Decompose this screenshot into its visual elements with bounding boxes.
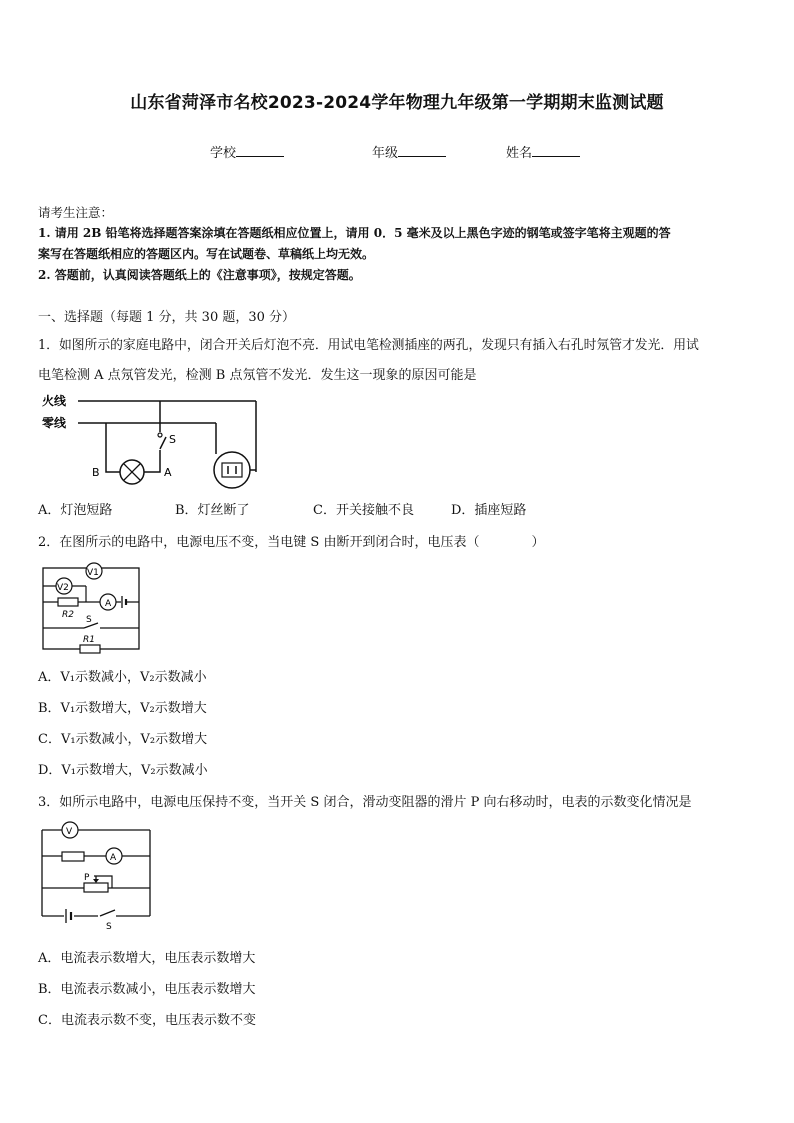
q1-option-d[interactable]: D．插座短路 xyxy=(451,503,527,518)
q1-circuit-diagram xyxy=(38,392,268,492)
q3-stem: 3．如所示电路中，电源电压保持不变，当开关 S 闭合，滑动变阻器的滑片 P 向右移动时，电表的示数变化情况是 xyxy=(38,795,692,810)
resistor-r2-icon xyxy=(58,598,78,606)
q1-option-a[interactable]: A．灯泡短路 xyxy=(38,503,113,518)
q3-option-b[interactable]: B．电流表示数减小，电压表示数增大 xyxy=(38,982,256,997)
fixed-resistor-icon xyxy=(62,852,84,861)
q1-stem-line2: 电笔检测 A 点氖管发光，检测 B 点氖管不发光．发生这一现象的原因可能是 xyxy=(38,368,477,383)
q3-a-label: A xyxy=(110,853,117,863)
q3-option-a[interactable]: A．电流表示数增大，电压表示数增大 xyxy=(38,951,256,966)
name-label: 姓名 xyxy=(506,146,533,161)
school-label: 学校 xyxy=(210,146,237,161)
name-blank[interactable] xyxy=(532,144,580,157)
r2-label: R2 xyxy=(62,610,74,620)
q3-p-label: P xyxy=(84,873,90,883)
q2-circuit-diagram xyxy=(38,562,148,654)
notice-line-1b: 案写在答题纸相应的答题区内。写在试题卷、草稿纸上均无效。 xyxy=(38,247,375,261)
rheostat-icon xyxy=(84,883,108,892)
v1-label: V1 xyxy=(87,568,99,578)
q1-stem-line1: 1．如图所示的家庭电路中，闭合开关后灯泡不亮．用试电笔检测插座的两孔，发现只有插入右孔时氖管才发光．用试 xyxy=(38,338,699,353)
section-heading: 一、选择题（每题 1 分，共 30 题，30 分） xyxy=(38,310,296,325)
lamp-left-wire xyxy=(106,423,120,472)
r1-label: R1 xyxy=(83,635,95,645)
socket-icon xyxy=(214,452,250,488)
notice-line-2: 2. 答题前，认真阅读答题纸上的《注意事项》，按规定答题。 xyxy=(38,268,361,282)
q2-option-d[interactable]: D．V₁示数增大，V₂示数减小 xyxy=(38,763,208,778)
grade-label: 年级 xyxy=(372,146,399,161)
live-wire-label: 火线 xyxy=(42,394,67,408)
switch-label: S xyxy=(169,433,176,446)
point-a-label: A xyxy=(164,466,172,479)
q2-switch-label: S xyxy=(86,615,92,625)
notice-heading: 请考生注意： xyxy=(38,205,114,220)
ammeter-label: A xyxy=(105,599,112,609)
grade-blank[interactable] xyxy=(398,144,446,157)
q3-s-label: S xyxy=(106,922,112,932)
grade-field[interactable] xyxy=(372,142,446,161)
v2-label: V2 xyxy=(57,583,69,593)
lamp-right-wire xyxy=(144,450,160,472)
q1-option-c[interactable]: C．开关接触不良 xyxy=(313,503,414,518)
resistor-r1-icon xyxy=(80,645,100,653)
school-field[interactable] xyxy=(210,142,284,161)
q1-option-b[interactable]: B．灯丝断了 xyxy=(175,503,250,518)
neutral-wire-label: 零线 xyxy=(42,416,67,430)
q2-option-c[interactable]: C．V₁示数减小，V₂示数增大 xyxy=(38,732,208,747)
switch-contact-icon xyxy=(158,433,162,437)
switch-icon xyxy=(160,437,166,449)
q3-circuit-diagram xyxy=(38,820,158,932)
q3-option-c[interactable]: C．电流表示数不变，电压表示数不变 xyxy=(38,1013,256,1028)
q2-option-a[interactable]: A．V₁示数减小，V₂示数减小 xyxy=(38,670,207,685)
notice-line-1a: 1. 请用 2B 铅笔将选择题答案涂填在答题纸相应位置上，请用 0．5 毫米及以上黑色字迹的钢笔或签字笔将主观题的答 xyxy=(38,226,671,240)
school-blank[interactable] xyxy=(236,144,284,157)
page-title: 山东省菏泽市名校2023-2024学年物理九年级第一学期期末监测试题 xyxy=(130,93,664,113)
point-b-label: B xyxy=(92,466,100,479)
q2-stem: 2．在图所示的电路中，电源电压不变，当电键 S 由断开到闭合时，电压表（ ） xyxy=(38,535,545,550)
q2-option-b[interactable]: B．V₁示数增大，V₂示数增大 xyxy=(38,701,207,716)
q3-v-label: V xyxy=(66,827,73,837)
name-field[interactable] xyxy=(506,142,580,161)
